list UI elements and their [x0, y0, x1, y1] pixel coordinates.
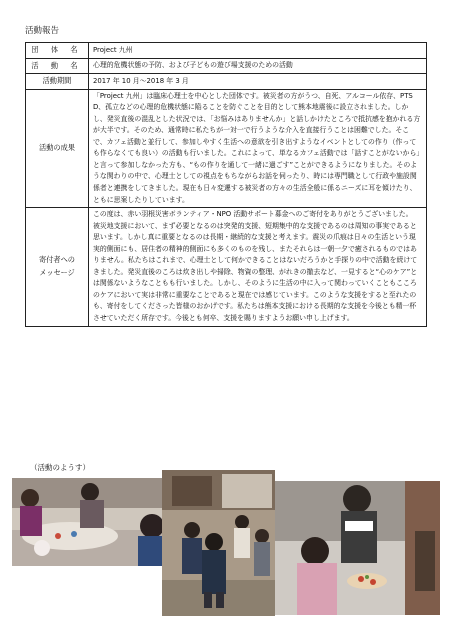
message-label-line-1: 寄付者への [39, 255, 75, 265]
activity-photo-cooking-image [275, 481, 440, 615]
message-label [26, 208, 89, 326]
message-row [26, 208, 427, 326]
activity-row [26, 58, 427, 74]
activity-photo-cafe [12, 478, 162, 566]
period-label [26, 74, 89, 90]
activity-photo-cooking [275, 481, 440, 615]
activity-value: 心理的危機状態の予防、および子どもの遊び場支援のための活動 [89, 58, 427, 74]
results-text: 「Project 九州」は臨床心理士を中心とした団体です。被災者の方がうつ、自死、アルコール依存、PTSD、孤立などの心理的危機状態に陥ることを防ぐことを目的として熊本地震後に設立されました。しかし、発災直後の混乱とした状況では、「お悩みはありませんか」と話しかけたところで抵抗感を抱かれる方が大半です。そのため、通常時に私たちが一対一で行うような介入を直接行うことは困難でした。そこで、カフェ活動と並行して、参加しやすく生活への意欲を引き出すようなイベントとしての作り（作っても作らなくても良い）の活動も行いました。これによって、単なるカフェ活動では「話すことがないから」と言って参加しなかった方も、“もの作りを通して一緒に過ごす”ことができるようになりました。そのような関わりの中で、心理士としての視点をもちながらお話を伺ったり、時には専門職として行政や施設関係者と連携をしてきました。現在も日々変遷する被災者の方々の生活全般に係るニーズに耳を傾けたり、ともに思案したりしています。 [89, 89, 427, 207]
org-label [26, 43, 89, 59]
activity-photo-children [162, 470, 275, 616]
activity-label [26, 58, 89, 74]
period-row [26, 74, 427, 90]
results-label [26, 89, 89, 207]
period-value: 2017 年 10 月～2018 年 3 月 [89, 74, 427, 90]
results-row [26, 89, 427, 207]
activity-photo-cafe-image [12, 478, 162, 566]
activity-photo-children-image [162, 470, 275, 616]
report-table [25, 42, 427, 327]
photos-caption: （活動のようす） [30, 463, 90, 472]
activity-label-text: 活 動 名 [31, 60, 83, 70]
message-label-line-2: メッセージ [39, 267, 75, 277]
message-paragraph-2: 被災地支援において、まず必要となるのは突発的支援、短期集中的な支援であるのは周知の事実であると思います。しかし真に重要となるのは長期・継続的な支援と考えます。震災の爪痕は日々の生活という現実的側面にも、居住者の精神的側面にも多くのものを残し、またそれらは一朝一夕で癒されるものではありません。私たちはこれまで、心理士として何かできることはないだろうかと手探りの中で活動を続けてきました。発災直後のころは炊き出しや掃除、物資の整理、がれきの撤去など、一見すると“心のケア”とは関係ないようなこともも行いました。しかし、そのように生活の中に入って関わっていくこともこころのケアにおいて実は非常に重要なことであると現在では感じています。このような支援をすると至れたのも、寄付をしてくださった皆様のおかげです。私たちは熊本支援における長期的な支援を今後とも精一杯させていただく所存です。今後とも何卒、支援を賜りますようお願い申し上げます。 [93, 221, 418, 323]
period-label-text: 活動期間 [42, 76, 72, 86]
org-value: Project 九州 [89, 43, 427, 59]
message-paragraph-1: この度は、赤い羽根災害ボランティア・NPO 活動サポート募金へのご寄付をありがとうございました。 [93, 210, 413, 219]
org-label-text: 団 体 名 [31, 45, 83, 54]
message-text [89, 208, 427, 326]
org-row [26, 43, 427, 59]
results-label-text: 活動の成果 [39, 143, 75, 153]
report-heading: 活動報告 [25, 26, 60, 36]
